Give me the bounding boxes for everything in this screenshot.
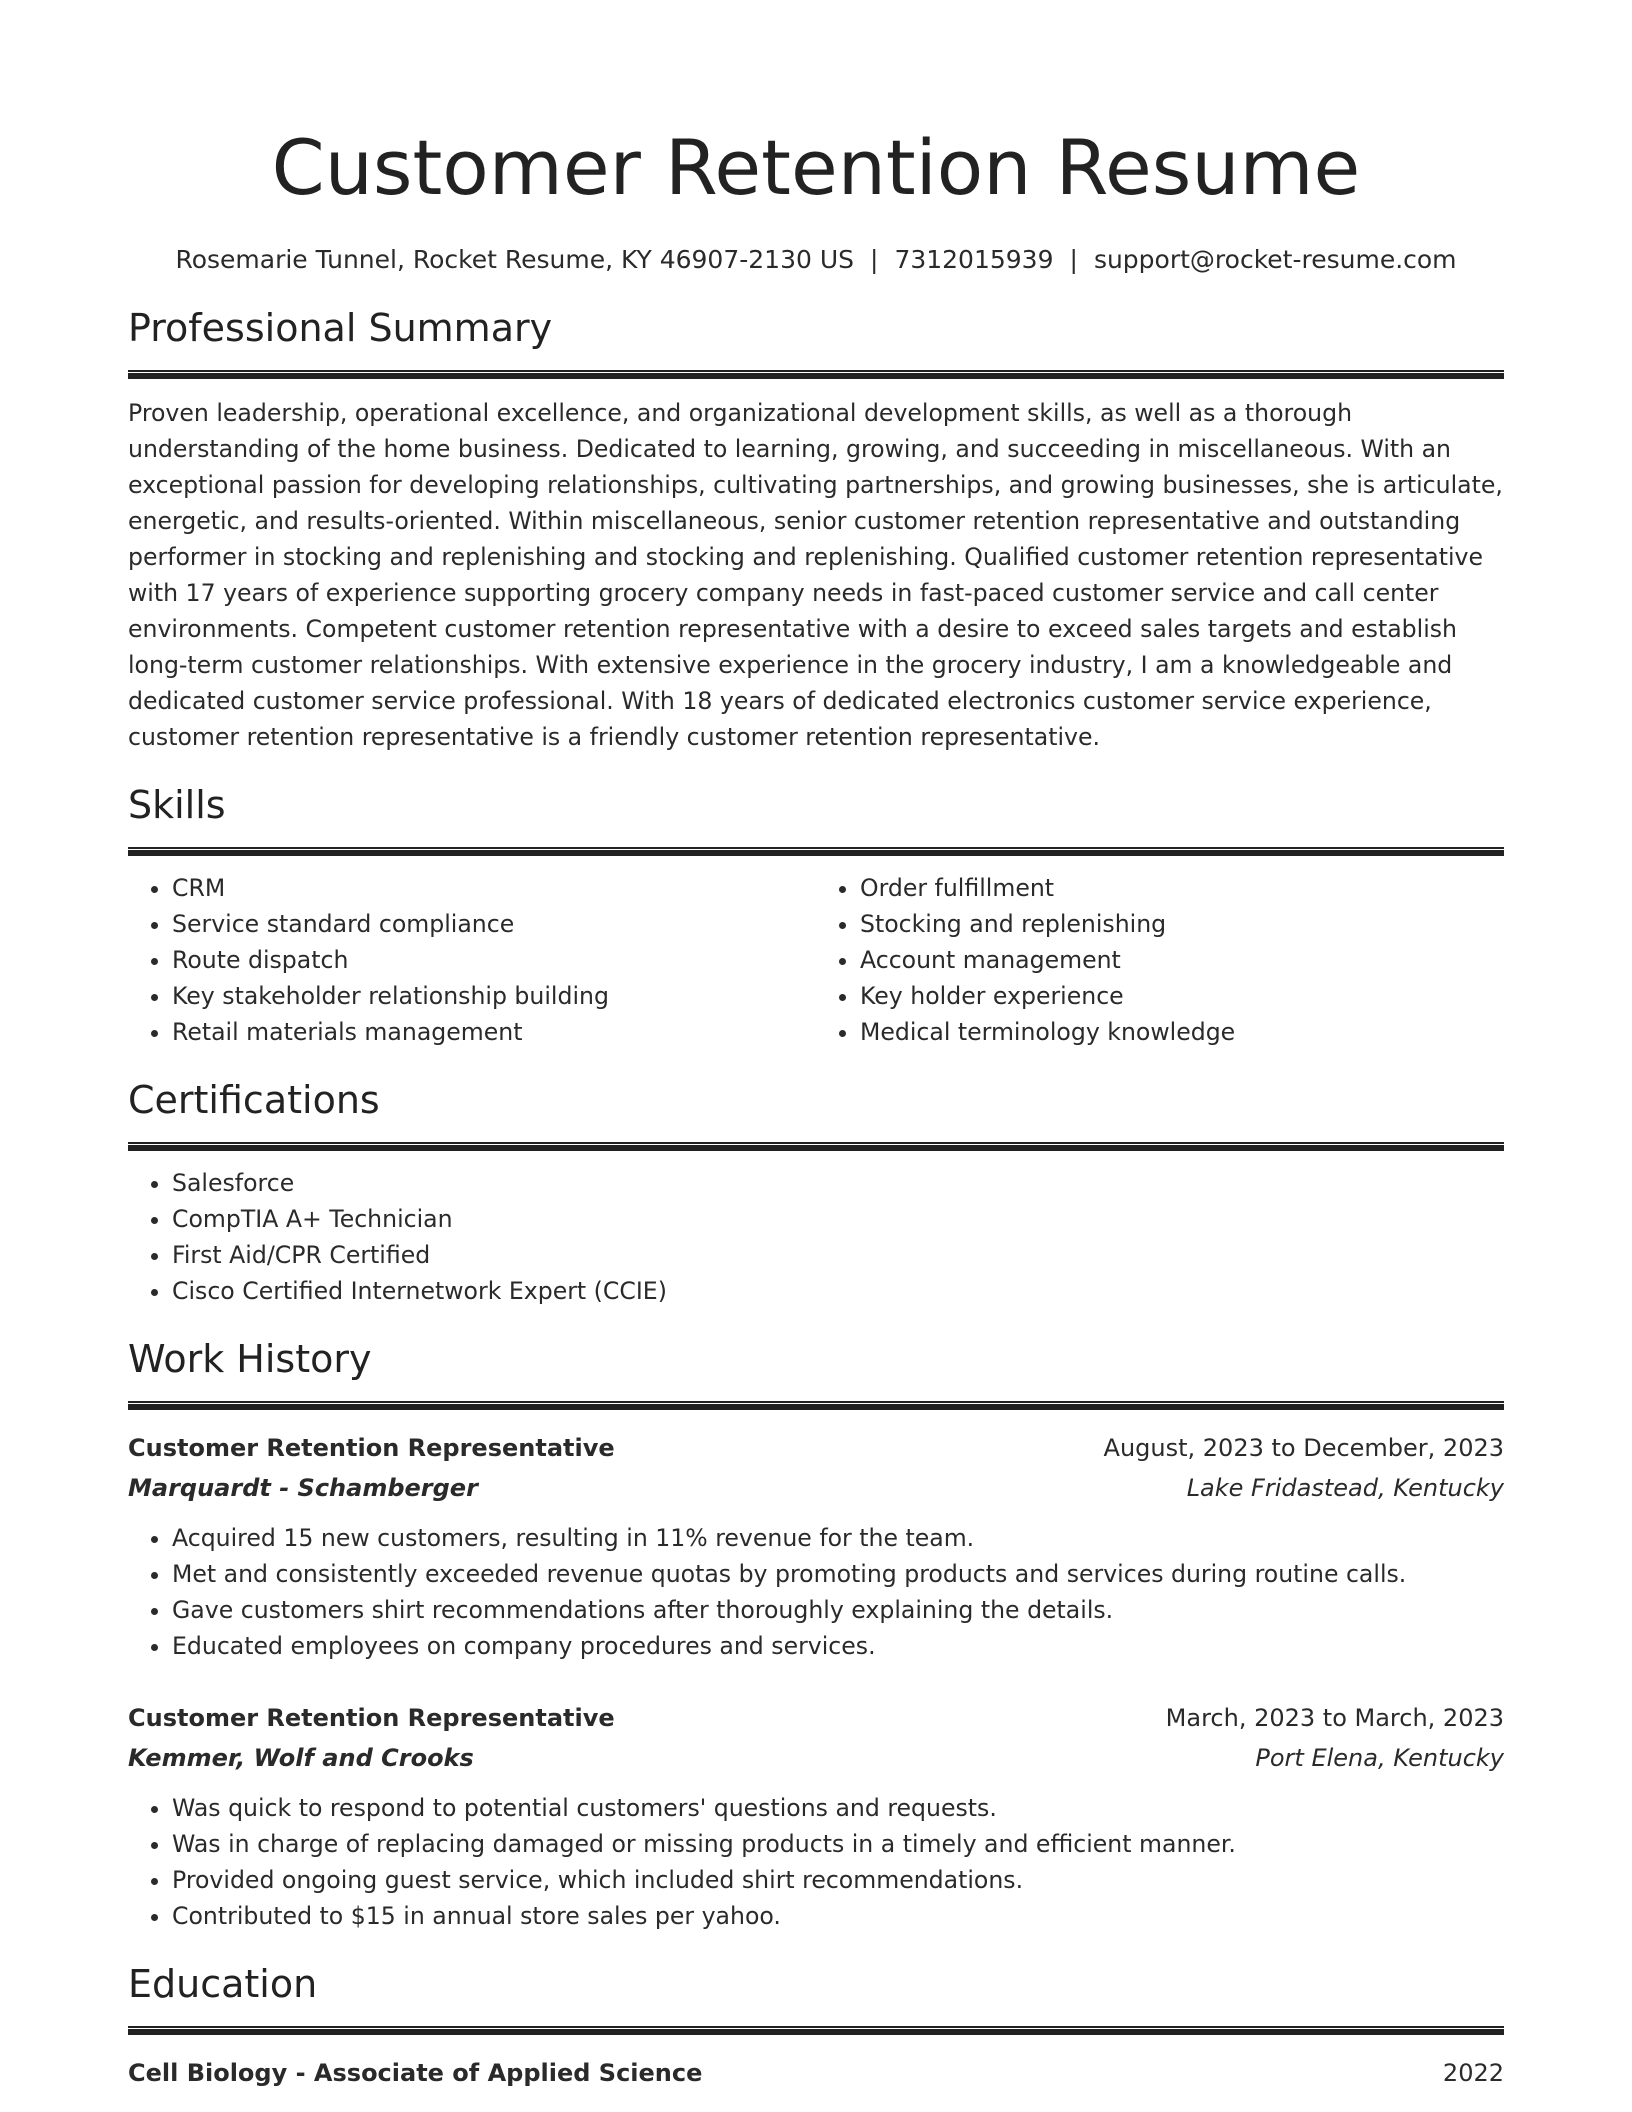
section-divider [128,1401,1504,1410]
job-location: Lake Fridastead, Kentucky [1186,1474,1504,1502]
job-company-row [128,1738,1504,1778]
skills-section [128,775,1504,1050]
section-divider [128,370,1504,379]
job-header-row [128,1698,1504,1738]
skills-list-right [816,870,1504,1050]
skill-item: • Service standard compliance [172,906,816,942]
job-duty-item: • Contributed to $15 in annual store sales per yahoo. [172,1898,1504,1934]
skill-item: • Route dispatch [172,942,816,978]
job-duty-item: • Met and consistently exceeded revenue quotas by promoting products and services during routine calls. [172,1556,1504,1592]
section-divider [128,847,1504,856]
job-company: Kemmer, Wolf and Crooks [128,1744,474,1772]
skills-list-left [128,870,816,1050]
contact-separator: | [870,245,879,274]
job-title: Customer Retention Representative [128,1704,615,1732]
contact-line [128,242,1504,278]
job-dates: March, 2023 to March, 2023 [1165,1704,1504,1732]
certification-item: • First Aid/CPR Certified [172,1237,1504,1273]
skill-item: • Key stakeholder relationship building [172,978,816,1014]
contact-email: support@rocket-resume.com [1093,245,1457,274]
certification-item: • Salesforce [172,1165,1504,1201]
job-duty-item: • Acquired 15 new customers, resulting in 11% revenue for the team. [172,1520,1504,1556]
job-duty-item: • Educated employees on company procedures and services. [172,1628,1504,1664]
certifications-section [128,1070,1504,1309]
skill-item: • Account management [860,942,1504,978]
job-entry [128,1428,1504,1664]
skill-item: • Retail materials management [172,1014,816,1050]
skill-item: • Key holder experience [860,978,1504,1014]
job-header-row [128,1428,1504,1468]
skill-item: • Stocking and replenishing [860,906,1504,942]
section-divider [128,1142,1504,1151]
education-section [128,1954,1504,2093]
document-title: Customer Retention Resume [271,123,1361,212]
section-heading-education: Education [128,1962,318,2006]
education-entry [128,2053,1504,2093]
skill-item: • Medical terminology knowledge [860,1014,1504,1050]
skill-item: • Order fulfillment [860,870,1504,906]
education-year: 2022 [1442,2059,1504,2087]
job-duty-item: • Gave customers shirt recommendations after thoroughly explaining the details. [172,1592,1504,1628]
job-location: Port Elena, Kentucky [1255,1744,1504,1772]
job-dates: August, 2023 to December, 2023 [1103,1434,1504,1462]
summary-section [128,298,1504,755]
work-history-section [128,1329,1504,1934]
job-duty-item: • Was quick to respond to potential customers' questions and requests. [172,1790,1504,1826]
job-company-row [128,1468,1504,1508]
job-title: Customer Retention Representative [128,1434,615,1462]
certification-item: • CompTIA A+ Technician [172,1201,1504,1237]
job-entry [128,1698,1504,1934]
skill-item: • CRM [172,870,816,906]
contact-separator: | [1069,245,1078,274]
certifications-list [128,1165,1504,1309]
summary-text: Proven leadership, operational excellence, and organizational development skills, as well as a thorough understanding of the home business. Dedicated to learning, growing, and succeeding in miscellaneous. With an exceptional passion for developing relationships, cultivating partnerships, and growing businesses, she is articulate, energetic, and results-oriented. Within miscellaneous, senior customer retention representative and outstanding performer in stocking and replenishing and stocking and replenishing. Qualified customer retention representative with 17 years of experience supporting grocery company needs in fast-paced customer service and call center environments. Competent customer retention representative with a desire to exceed sales targets and establish long-term customer relationships. With extensive experience in the grocery industry, I am a knowledgeable and dedicated customer service professional. With 18 years of dedicated electronics customer service experience, customer retention representative is a friendly customer retention representative. [128,399,1503,751]
job-duties-list [128,1520,1504,1664]
certification-item: • Cisco Certified Internetwork Expert (CCIE) [172,1273,1504,1309]
job-duty-item: • Provided ongoing guest service, which included shirt recommendations. [172,1862,1504,1898]
job-duties-list [128,1790,1504,1934]
section-divider [128,2026,1504,2035]
section-heading-summary: Professional Summary [128,306,553,350]
education-degree: Cell Biology - Associate of Applied Science [128,2059,703,2087]
skills-grid [128,870,1504,1050]
section-heading-certifications: Certifications [128,1078,380,1122]
job-duty-item: • Was in charge of replacing damaged or missing products in a timely and efficient manner. [172,1826,1504,1862]
section-heading-skills: Skills [128,783,226,827]
contact-phone: 7312015939 [894,245,1054,274]
section-heading-work-history: Work History [128,1337,372,1381]
job-company: Marquardt - Schamberger [128,1474,478,1502]
contact-address: Rosemarie Tunnel, Rocket Resume, KY 46907-2130 US [175,245,854,274]
